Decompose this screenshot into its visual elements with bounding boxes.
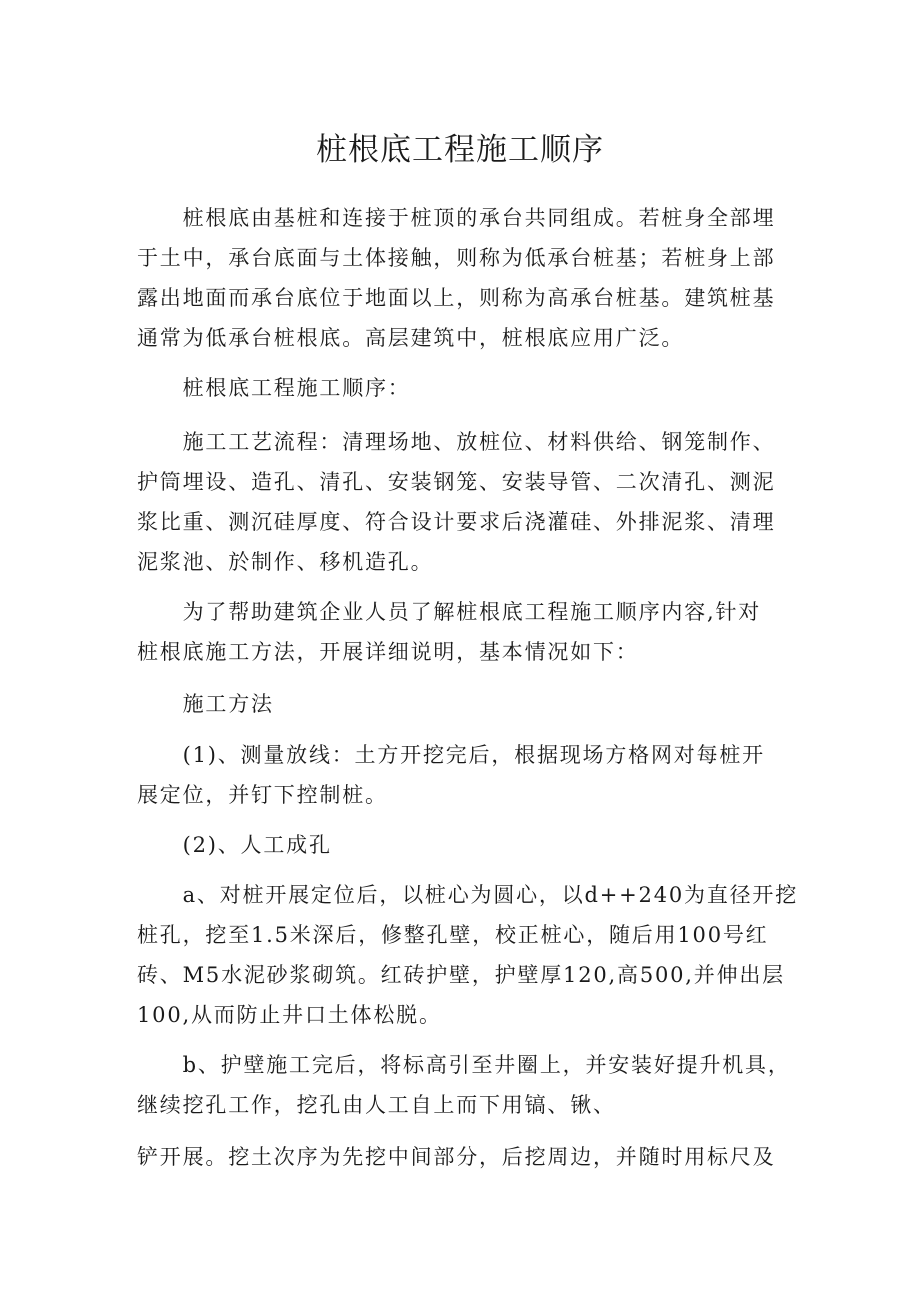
- text-line: 继续挖孔工作，挖孔由人工自上而下用镐、锹、: [137, 1093, 616, 1117]
- paragraph-continuation: [137, 1137, 792, 1177]
- text-line: 为了帮助建筑企业人员了解桩根底工程施工顺序内容,针对: [137, 600, 762, 624]
- paragraph-step-a: [137, 875, 799, 1035]
- paragraph-step-b: [137, 1045, 792, 1125]
- paragraph-step-2: [137, 825, 792, 865]
- text-line: 展定位，并钉下控制桩。: [137, 783, 388, 807]
- text-line: (2)、人工成孔: [137, 833, 332, 857]
- text-line: 桩根底由基桩和连接于桩顶的承台共同组成。若桩身全部埋: [137, 206, 776, 230]
- document-title: 桩根底工程施工顺序: [316, 132, 604, 168]
- paragraph-method-heading: [137, 684, 792, 724]
- text-line: 施工方法: [137, 692, 274, 716]
- paragraph-purpose: [137, 592, 792, 672]
- text-line: 通常为低承台桩根底。高层建筑中，桩根底应用广泛。: [137, 326, 685, 350]
- text-line: 桩孔，挖至1.5米深后，修整孔壁，校正桩心，随后用100号红: [137, 923, 769, 947]
- paragraph-step-1: [137, 735, 792, 815]
- text-line: (1)、测量放线：土方开挖完后，根据现场方格网对每桩开: [137, 743, 765, 767]
- text-line: 护筒埋设、造孔、清孔、安装钢笼、安装导管、二次清孔、测泥: [137, 470, 776, 494]
- text-line: b、护壁施工完后，将标高引至井圈上，并安装好提升机具，: [137, 1053, 791, 1077]
- paragraph-process-flow: [137, 422, 792, 582]
- text-line: 泥浆池、於制作、移机造孔。: [137, 550, 434, 574]
- text-line: 桩根底工程施工顺序：: [137, 376, 411, 400]
- paragraph-intro: [137, 198, 792, 358]
- text-line: 桩根底施工方法，开展详细说明，基本情况如下：: [137, 640, 639, 664]
- paragraph-sequence-heading: [137, 368, 792, 408]
- text-line: 露出地面而承台底位于地面以上，则称为高承台桩基。建筑桩基: [137, 286, 776, 310]
- text-line: a、对桩开展定位后，以桩心为圆心，以d++240为直径开挖: [137, 883, 799, 907]
- text-line: 砖、M5水泥砂浆砌筑。红砖护壁，护壁厚120,高500,并伸出层: [137, 963, 785, 987]
- text-line: 铲开展。挖土次序为先挖中间部分，后挖周边，并随时用标尺及: [137, 1145, 776, 1169]
- text-line: 于土中，承台底面与土体接触，则称为低承台桩基；若桩身上部: [137, 246, 776, 270]
- text-line: 施工工艺流程：清理场地、放桩位、材料供给、钢笼制作、: [137, 430, 776, 454]
- text-line: 100,从而防止井口土体松脱。: [137, 1003, 442, 1027]
- text-line: 浆比重、测沉硅厚度、符合设计要求后浇灌硅、外排泥浆、清理: [137, 510, 776, 534]
